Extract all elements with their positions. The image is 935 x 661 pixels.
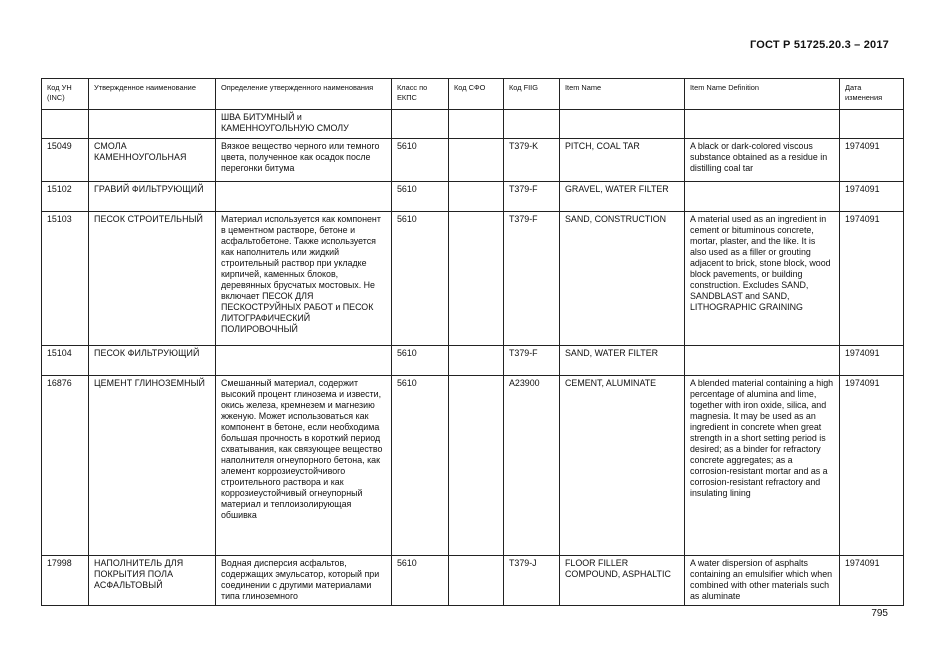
- cell-item-definition: [685, 110, 840, 139]
- cell-definition: Смешанный материал, содержит высокий процент глинозема и извести, окись железа, кремнезем и магнезию жженую. Может использоваться как компонент в бетоне, если необходима большая прочность в короткий период схватывания, как связующее вещество наполнителя огнеупорного бетона, как элемент коррозиеустойчивого строительного раствора и как коррозиеустойчивый огнеупорный материал и теплоизолирующая обшивка: [216, 376, 392, 556]
- col-header-item-name: Item Name: [560, 79, 685, 110]
- cell-name: ПЕСОК ФИЛЬТРУЮЩИЙ: [89, 346, 216, 376]
- table-row: [42, 346, 904, 376]
- cell-definition: [216, 346, 392, 376]
- cell-sfo: [449, 346, 504, 376]
- cell-code: 16876: [42, 376, 89, 556]
- col-header-fiig: Код FIIG: [504, 79, 560, 110]
- cell-item-name: SAND, CONSTRUCTION: [560, 212, 685, 346]
- table-row: [42, 376, 904, 556]
- cell-class: [392, 110, 449, 139]
- cell-date: 1974091: [840, 139, 904, 182]
- cell-item-definition: A black or dark-colored viscous substance obtained as a residue in distilling coal tar: [685, 139, 840, 182]
- cell-sfo: [449, 182, 504, 212]
- cell-item-definition: A blended material containing a high percentage of alumina and lime, together with iron oxide, silica, and magnesia. It may be used as an ingredient in concrete when great strength in a short setting period is desired; as a binder for refractory concrete aggregates; as a corrosion-resistant mortar and as a corrosion-resistant refractory and insulating lining: [685, 376, 840, 556]
- col-header-date: Дата изменения: [840, 79, 904, 110]
- cell-sfo: [449, 110, 504, 139]
- cell-fiig: T379-F: [504, 346, 560, 376]
- col-header-inc: Код УН (INC): [42, 79, 89, 110]
- cell-sfo: [449, 139, 504, 182]
- cell-fiig: T379-K: [504, 139, 560, 182]
- cell-code: 15104: [42, 346, 89, 376]
- table-row: [42, 139, 904, 182]
- col-header-class: Класс по ЕКПС: [392, 79, 449, 110]
- cell-fiig: T379-F: [504, 212, 560, 346]
- cell-sfo: [449, 212, 504, 346]
- table-row: [42, 110, 904, 139]
- cell-fiig: A23900: [504, 376, 560, 556]
- cell-date: 1974091: [840, 212, 904, 346]
- cell-item-name: [560, 110, 685, 139]
- cell-name: ЦЕМЕНТ ГЛИНОЗЕМНЫЙ: [89, 376, 216, 556]
- cell-item-name: GRAVEL, WATER FILTER: [560, 182, 685, 212]
- cell-class: 5610: [392, 376, 449, 556]
- cell-class: 5610: [392, 212, 449, 346]
- cell-class: 5610: [392, 139, 449, 182]
- cell-item-name: PITCH, COAL TAR: [560, 139, 685, 182]
- cell-date: 1974091: [840, 376, 904, 556]
- table-header-row: [42, 79, 904, 110]
- table-row: [42, 212, 904, 346]
- cell-date: 1974091: [840, 182, 904, 212]
- cell-code: 15102: [42, 182, 89, 212]
- cell-item-definition: A material used as an ingredient in cement or bituminous concrete, mortar, plaster, and the like. It is also used as a filler or grouting adjacent to brick, stone block, wood block pavements, or building construction. Excludes SAND, SANDBLAST and SAND, LITHOGRAPHIC GRAINING: [685, 212, 840, 346]
- cell-class: 5610: [392, 556, 449, 606]
- table-row: [42, 556, 904, 606]
- cell-definition: [216, 182, 392, 212]
- cell-date: 1974091: [840, 556, 904, 606]
- document-header: ГОСТ Р 51725.20.3 – 2017: [749, 39, 889, 51]
- cell-code: 17998: [42, 556, 89, 606]
- cell-item-definition: A water dispersion of asphalts containing an emulsifier which when combined with other materials such as aluminate: [685, 556, 840, 606]
- cell-definition: Водная дисперсия асфальтов, содержащих эмульсатор, который при соединении с другими материалами типа глиноземного: [216, 556, 392, 606]
- cell-fiig: T379-J: [504, 556, 560, 606]
- page-number: 795: [871, 608, 888, 619]
- cell-sfo: [449, 376, 504, 556]
- cell-definition: ШВА БИТУМНЫЙ и КАМЕННОУГОЛЬНУЮ СМОЛУ: [216, 110, 392, 139]
- cell-class: 5610: [392, 346, 449, 376]
- cell-fiig: T379-F: [504, 182, 560, 212]
- cell-fiig: [504, 110, 560, 139]
- cell-name: ПЕСОК СТРОИТЕЛЬНЫЙ: [89, 212, 216, 346]
- cell-name: [89, 110, 216, 139]
- cell-name: СМОЛА КАМЕННОУГОЛЬНАЯ: [89, 139, 216, 182]
- col-header-definition: Определение утвержденного наименования: [216, 79, 392, 110]
- cell-sfo: [449, 556, 504, 606]
- cell-name: ГРАВИЙ ФИЛЬТРУЮЩИЙ: [89, 182, 216, 212]
- cell-class: 5610: [392, 182, 449, 212]
- cell-definition: Материал используется как компонент в цементном растворе, бетоне и асфальтобетоне. Также используется как наполнитель или жидкий строительный раствор при укладке кирпичей, каменных блоков, деревянных брусчатых мостовых. Не включает ПЕСОК ДЛЯ ПЕСКОСТРУЙНЫХ РАБОТ и ПЕСОК ЛИТОГРАФИЧЕСКИЙ ПОЛИРОВОЧНЫЙ: [216, 212, 392, 346]
- cell-item-name: FLOOR FILLER COMPOUND, ASPHALTIC: [560, 556, 685, 606]
- col-header-item-definition: Item Name Definition: [685, 79, 840, 110]
- items-table: [41, 78, 904, 606]
- cell-item-name: CEMENT, ALUMINATE: [560, 376, 685, 556]
- cell-date: 1974091: [840, 346, 904, 376]
- col-header-sfo: Код СФО: [449, 79, 504, 110]
- cell-code: 15049: [42, 139, 89, 182]
- cell-item-definition: [685, 346, 840, 376]
- cell-item-name: SAND, WATER FILTER: [560, 346, 685, 376]
- cell-name: НАПОЛНИТЕЛЬ ДЛЯ ПОКРЫТИЯ ПОЛА АСФАЛЬТОВЫЙ: [89, 556, 216, 606]
- table-row: [42, 182, 904, 212]
- cell-date: [840, 110, 904, 139]
- cell-code: [42, 110, 89, 139]
- cell-code: 15103: [42, 212, 89, 346]
- col-header-name: Утвержденное наименование: [89, 79, 216, 110]
- cell-definition: Вязкое вещество черного или темного цвета, полученное как осадок после перегонки битума: [216, 139, 392, 182]
- cell-item-definition: [685, 182, 840, 212]
